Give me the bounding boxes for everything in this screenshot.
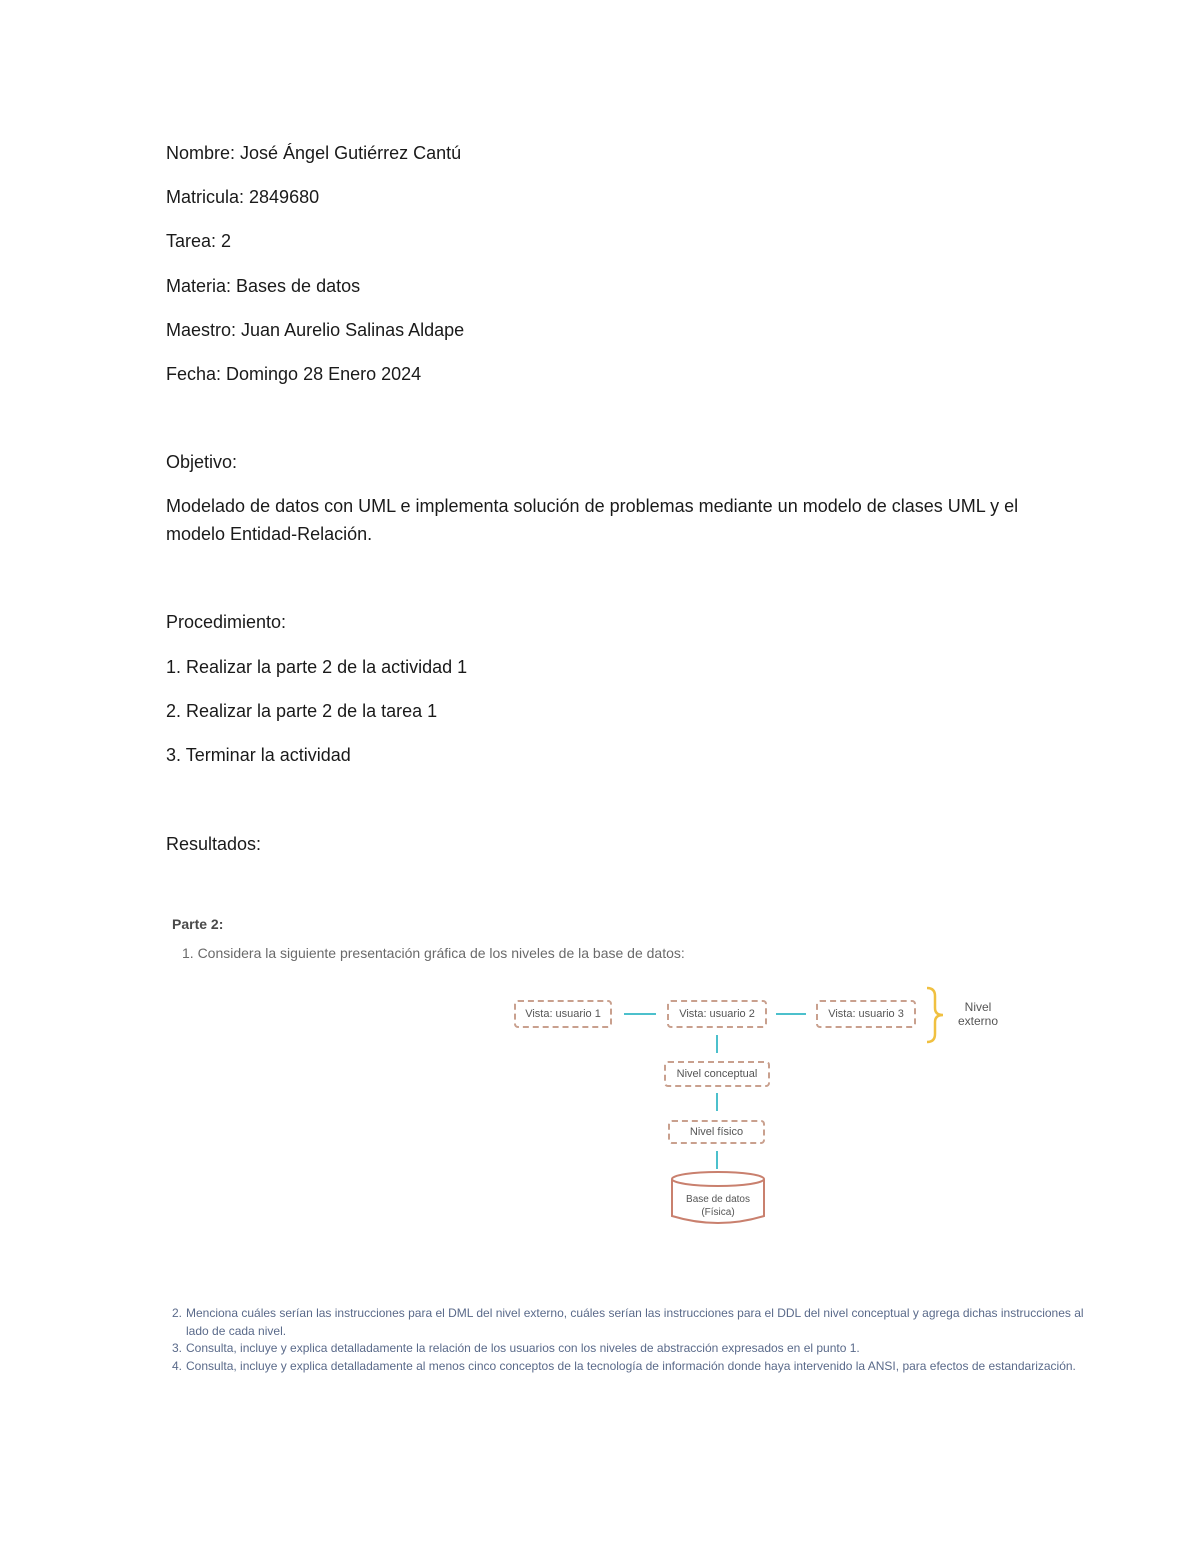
procedure-step-2: 2. Realizar la parte 2 de la tarea 1 [166, 701, 438, 721]
vista-usuario-3-box: Vista: usuario 3 [816, 1000, 916, 1028]
student-id: Matricula: 2849680 [166, 187, 320, 207]
student-name: Nombre: José Ángel Gutiérrez Cantú [166, 143, 462, 163]
question-4 [172, 1358, 1152, 1376]
question-2-text: Menciona cuáles serían las instrucciones para el DML del nivel externo, cuáles serían las instrucciones para el DDL del nivel conceptual y agrega dichas instrucciones al [186, 1306, 1084, 1320]
part2-questions [172, 1305, 1152, 1375]
results-heading: Resultados: [166, 834, 262, 854]
subject: Materia: Bases de datos [166, 276, 361, 296]
connector-line [716, 1093, 718, 1111]
nivel-externo-line-2: externo [957, 1014, 999, 1028]
nivel-conceptual-box: Nivel conceptual [664, 1061, 770, 1087]
objective-heading: Objetivo: [166, 452, 238, 472]
procedure-step-3: 3. Terminar la actividad [166, 745, 351, 765]
teacher: Maestro: Juan Aurelio Salinas Aldape [166, 320, 465, 340]
question-3 [172, 1340, 1152, 1358]
database-label-line-1: Base de datos [686, 1194, 750, 1205]
curly-brace-icon [925, 986, 945, 1044]
date: Fecha: Domingo 28 Enero 2024 [166, 364, 422, 384]
database-label [670, 1193, 766, 1219]
connector-line [624, 1013, 656, 1015]
nivel-externo-line-1: Nivel [964, 1000, 992, 1014]
vista-usuario-2-box: Vista: usuario 2 [667, 1000, 767, 1028]
question-2-continuation: lado de cada nivel. [186, 1323, 287, 1338]
nivel-externo-label [950, 1000, 1006, 1028]
procedure-step-1: 1. Realizar la parte 2 de la actividad 1 [166, 657, 468, 677]
connector-line [716, 1151, 718, 1169]
database-label-line-2: (Física) [701, 1207, 735, 1218]
question-3-text: Consulta, incluye y explica detalladamente la relación de los usuarios con los niveles de abstracción expresados en el punto 1. [186, 1341, 860, 1355]
nivel-fisico-box: Nivel físico [668, 1120, 765, 1144]
connector-line [716, 1035, 718, 1053]
question-4-text: Consulta, incluye y explica detalladamente al menos cinco conceptos de la tecnología de información donde haya intervenido la ANSI, para efectos de estandarización. [186, 1358, 1076, 1373]
vista-usuario-1-box: Vista: usuario 1 [514, 1000, 612, 1028]
question-3-number: 3. [172, 1341, 183, 1355]
assignment-number: Tarea: 2 [166, 231, 232, 251]
connector-line [776, 1013, 806, 1015]
part2-title: Parte 2: [172, 916, 224, 932]
objective-text: Modelado de datos con UML e implementa solución de problemas mediante un modelo de clases UML y el modelo Entidad-Relación. [166, 496, 1019, 544]
question-2-number: 2. [172, 1306, 183, 1320]
question-4-number: 4. [172, 1358, 183, 1373]
procedure-heading: Procedimiento: [166, 612, 287, 632]
part2-item-1: 1. Considera la siguiente presentación gráfica de los niveles de la base de datos: [182, 945, 685, 961]
question-2 [172, 1305, 1152, 1323]
database-levels-diagram [500, 980, 1020, 1240]
